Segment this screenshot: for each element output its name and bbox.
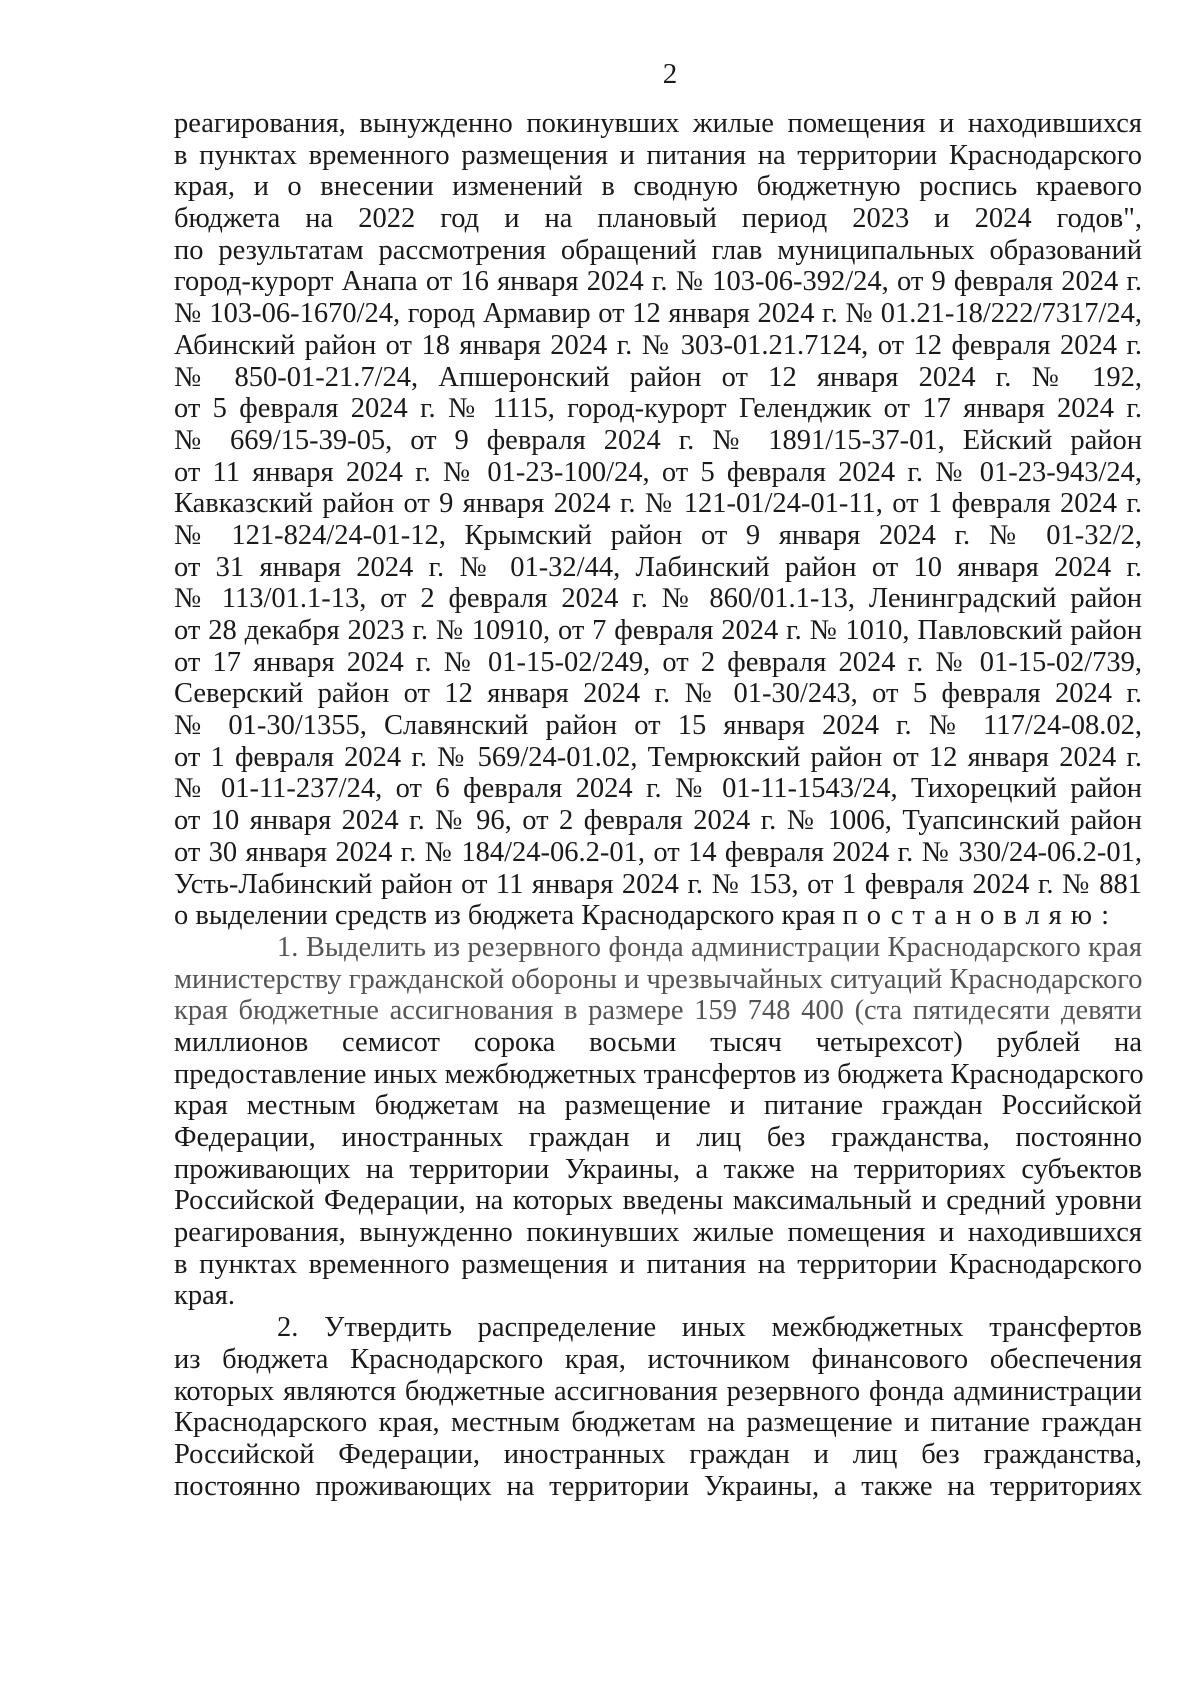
text-line-content: по результатам рассмотрения обращений глав муниципальных образований (174, 234, 1142, 266)
text-line-content: края. (174, 1280, 235, 1312)
text-line (174, 1376, 1142, 1408)
text-line (174, 1344, 1142, 1376)
text-line (174, 1471, 1142, 1503)
text-line (174, 1217, 1142, 1249)
text-line (174, 805, 1142, 837)
text-line-content: № 01-11-237/24, от 6 февраля 2024 г. № 01-11-1543/24, Тихорецкий район (174, 773, 1142, 805)
text-line (174, 1407, 1142, 1439)
text-line (174, 932, 1142, 964)
text-line (174, 552, 1142, 584)
text-line (174, 583, 1142, 615)
text-line (174, 171, 1142, 203)
text-line (174, 203, 1142, 235)
text-line (174, 362, 1142, 394)
text-line-content: Кавказский район от 9 января 2024 г. № 121-01/24-01-11, от 1 февраля 2024 г. (174, 488, 1142, 520)
document-body (174, 108, 1142, 1502)
text-line-content: от 17 января 2024 г. № 01-15-02/249, от 2 февраля 2024 г. № 01-15-02/739, (174, 646, 1142, 678)
text-line (174, 964, 1142, 996)
text-line-content: Федерации, иностранных граждан и лиц без гражданства, постоянно (174, 1122, 1142, 1153)
text-line-content: в пунктах временного размещения и питания на территории Краснодарского (174, 1248, 1142, 1280)
text-line-content: Российской Федерации, иностранных граждан и лиц без гражданства, (174, 1438, 1142, 1470)
text-line (174, 1027, 1142, 1059)
text-line (174, 1059, 1142, 1091)
text-line-content: миллионов семисот сорока восьми тысяч четырехсот) рублей на (174, 1026, 1142, 1058)
text-line-content: от 30 января 2024 г. № 184/24-06.2-01, от 14 февраля 2024 г. № 330/24-06.2-01, (174, 836, 1142, 868)
text-line (174, 1439, 1142, 1471)
text-line (174, 647, 1142, 679)
text-line-content: из бюджета Краснодарского края, источником финансового обеспечения (174, 1343, 1142, 1375)
text-line-content: от 31 января 2024 г. № 01-32/44, Лабинский район от 10 января 2024 г. (174, 551, 1142, 583)
text-line-content: Абинский район от 18 января 2024 г. № 303-01.21.7124, от 12 февраля 2024 г. (174, 329, 1142, 361)
text-line-content: № 121-824/24-01-12, Крымский район от 9 января 2024 г. № 01-32/2, (174, 519, 1142, 551)
text-line-content: № 113/01.1-13, от 2 февраля 2024 г. № 860/01.1-13, Ленинградский район (174, 583, 1142, 615)
text-line (174, 837, 1142, 869)
text-line-content: от 5 февраля 2024 г. № 1115, город-курорт Геленджик от 17 января 2024 г. (174, 393, 1142, 425)
text-line (174, 1154, 1142, 1186)
text-line (174, 235, 1142, 267)
text-line (174, 108, 1142, 140)
text-line-content: министерству гражданской обороны и чрезвычайных ситуаций Краснодарского (174, 963, 1143, 995)
text-line (174, 615, 1142, 647)
text-line-content: края бюджетные ассигнования в размере 159 748 400 (ста пятидесяти девяти (174, 995, 1142, 1027)
resolution-word: постановляю: (842, 900, 1118, 932)
text-line (174, 266, 1142, 298)
text-line (174, 900, 1142, 932)
text-line-content: № 103-06-1670/24, город Армавир от 12 января 2024 г. № 01.21-18/222/7317/24, (174, 298, 1142, 330)
text-line (174, 869, 1142, 901)
text-line-content: Краснодарского края, местным бюджетам на размещение и питание граждан (174, 1407, 1142, 1439)
text-line-content: в пунктах временного размещения и питания на территории Краснодарского (174, 139, 1142, 171)
text-line (174, 457, 1142, 489)
text-line-content: которых являются бюджетные ассигнования резервного фонда администрации (174, 1375, 1142, 1407)
text-line-content: проживающих на территории Украины, а также на территориях субъектов (174, 1153, 1142, 1185)
text-line-content: № 01-30/1355, Славянский район от 15 января 2024 г. № 117/24-08.02, (174, 710, 1142, 742)
text-line-content: бюджета на 2022 год и на плановый период 2023 и 2024 годов", (174, 203, 1142, 235)
text-line (174, 1090, 1142, 1122)
text-line (174, 330, 1142, 362)
text-line-content: город-курорт Анапа от 16 января 2024 г. № 103-06-392/24, от 9 февраля 2024 г. (174, 266, 1142, 298)
text-line-content: реагирования, вынужденно покинувших жилые помещения и находившихся (174, 108, 1142, 139)
text-line-content: от 1 февраля 2024 г. № 569/24-01.02, Темрюкский район от 12 января 2024 г. (174, 741, 1142, 773)
text-line-content: № 850-01-21.7/24, Апшеронский район от 12 января 2024 г. № 192, (174, 361, 1142, 393)
text-line (174, 678, 1142, 710)
text-line-content: от 28 декабря 2023 г. № 10910, от 7 февраля 2024 г. № 1010, Павловский район (174, 615, 1142, 646)
text-line-content: постоянно проживающих на территории Украины, а также на территориях (174, 1470, 1142, 1502)
text-line-content: № 669/15-39-05, от 9 февраля 2024 г. № 1891/15-37-01, Ейский район (174, 424, 1142, 456)
text-line-content: реагирования, вынужденно покинувших жилые помещения и находившихся (174, 1217, 1142, 1249)
text-line (174, 488, 1142, 520)
text-line (174, 1122, 1142, 1154)
text-line-content: от 10 января 2024 г. № 96, от 2 февраля 2024 г. № 1006, Туапсинский район (174, 805, 1142, 837)
text-line-content: 2. Утвердить распределение иных межбюджетных трансфертов (277, 1312, 1142, 1344)
text-line-content: от 11 января 2024 г. № 01-23-100/24, от 5 февраля 2024 г. № 01-23-943/24, (174, 456, 1142, 488)
text-line (174, 1249, 1142, 1281)
text-line-content: о выделении средств из бюджета Краснодарского края (174, 900, 836, 932)
text-line (174, 140, 1142, 172)
text-line (174, 520, 1142, 552)
text-line-content: края, и о внесении изменений в сводную бюджетную роспись краевого (174, 171, 1142, 203)
page-number: 2 (662, 58, 678, 90)
text-line (174, 742, 1142, 774)
text-line (174, 298, 1142, 330)
text-line (174, 1185, 1142, 1217)
text-line (174, 1280, 1142, 1312)
text-line-content: предоставление иных межбюджетных трансфертов из бюджета Краснодарского (174, 1058, 1144, 1090)
text-line-content: 1. Выделить из резервного фонда администрации Краснодарского края (277, 931, 1142, 963)
text-line-content: Северский район от 12 января 2024 г. № 01-30/243, от 5 февраля 2024 г. (174, 678, 1142, 710)
text-line (174, 425, 1142, 457)
text-line (174, 710, 1142, 742)
text-line-content: Российской Федерации, на которых введены максимальный и средний уровни (174, 1185, 1142, 1217)
text-line (174, 995, 1142, 1027)
text-line-content: края местным бюджетам на размещение и питание граждан Российской (174, 1090, 1142, 1122)
text-line (174, 773, 1142, 805)
text-line (174, 393, 1142, 425)
text-line-content: Усть-Лабинский район от 11 января 2024 г. № 153, от 1 февраля 2024 г. № 881 (174, 868, 1142, 900)
text-line (174, 1312, 1142, 1344)
